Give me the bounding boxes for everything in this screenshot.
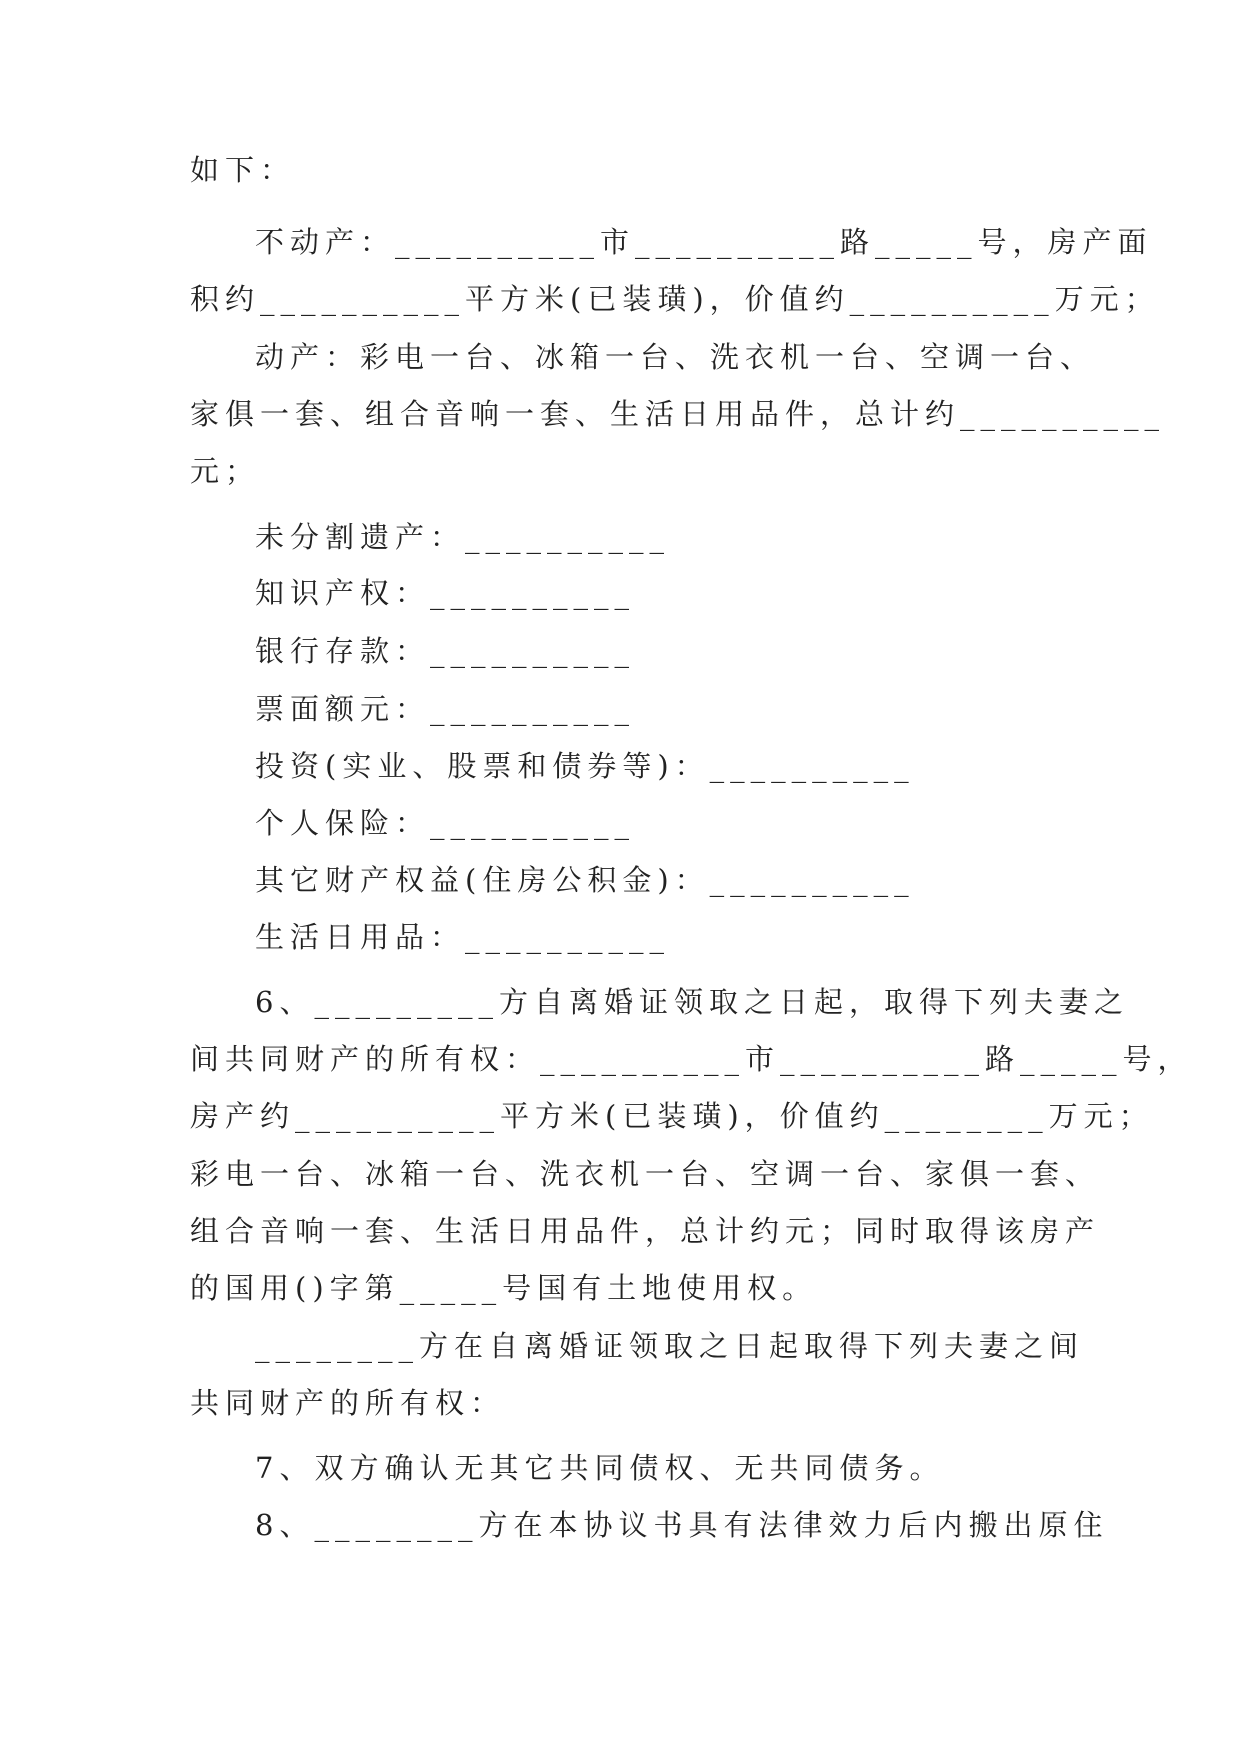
- text-line: 间共同财产的所有权：__________市__________路_____号，: [190, 1042, 1193, 1076]
- text-line: 其它财产权益(住房公积金)：__________: [255, 863, 915, 897]
- text-line: 票面额元：__________: [255, 692, 636, 726]
- text-line: 生活日用品：__________: [255, 920, 671, 954]
- text-line: 积约__________平方米(已装璜)，价值约__________万元；: [190, 282, 1160, 316]
- text-line: 7、双方确认无其它共同债权、无共同债务。: [255, 1451, 945, 1485]
- text-line: 8、________方在本协议书具有法律效力后内搬出原住: [255, 1508, 1109, 1542]
- text-line: 彩电一台、冰箱一台、洗衣机一台、空调一台、家俱一套、: [190, 1157, 1101, 1191]
- text-line: 组合音响一套、生活日用品件，总计约元；同时取得该房产: [190, 1214, 1101, 1248]
- text-line: 动产：彩电一台、冰箱一台、洗衣机一台、空调一台、: [255, 340, 1096, 374]
- text-line: 知识产权：__________: [255, 576, 636, 610]
- text-line: 银行存款：__________: [255, 634, 636, 668]
- text-line: 房产约__________平方米(已装璜)，价值约________万元；: [190, 1099, 1154, 1133]
- text-line: 如下：: [190, 153, 296, 187]
- text-line: 家俱一套、组合音响一套、生活日用品件，总计约__________: [190, 397, 1166, 431]
- text-line: 元；: [190, 454, 261, 488]
- text-line: 6、_________方自离婚证领取之日起，取得下列夫妻之: [255, 985, 1129, 1019]
- text-line: 的国用()字第_____号国有土地使用权。: [190, 1271, 818, 1305]
- text-line: ________方在自离婚证领取之日起取得下列夫妻之间: [255, 1329, 1085, 1363]
- text-line: 个人保险：__________: [255, 806, 636, 840]
- text-line: 未分割遗产：__________: [255, 520, 671, 554]
- text-line: 投资(实业、股票和债券等)：__________: [255, 749, 915, 783]
- text-line: 共同财产的所有权：: [190, 1386, 506, 1420]
- text-line: 不动产：__________市__________路_____号，房产面: [255, 225, 1153, 259]
